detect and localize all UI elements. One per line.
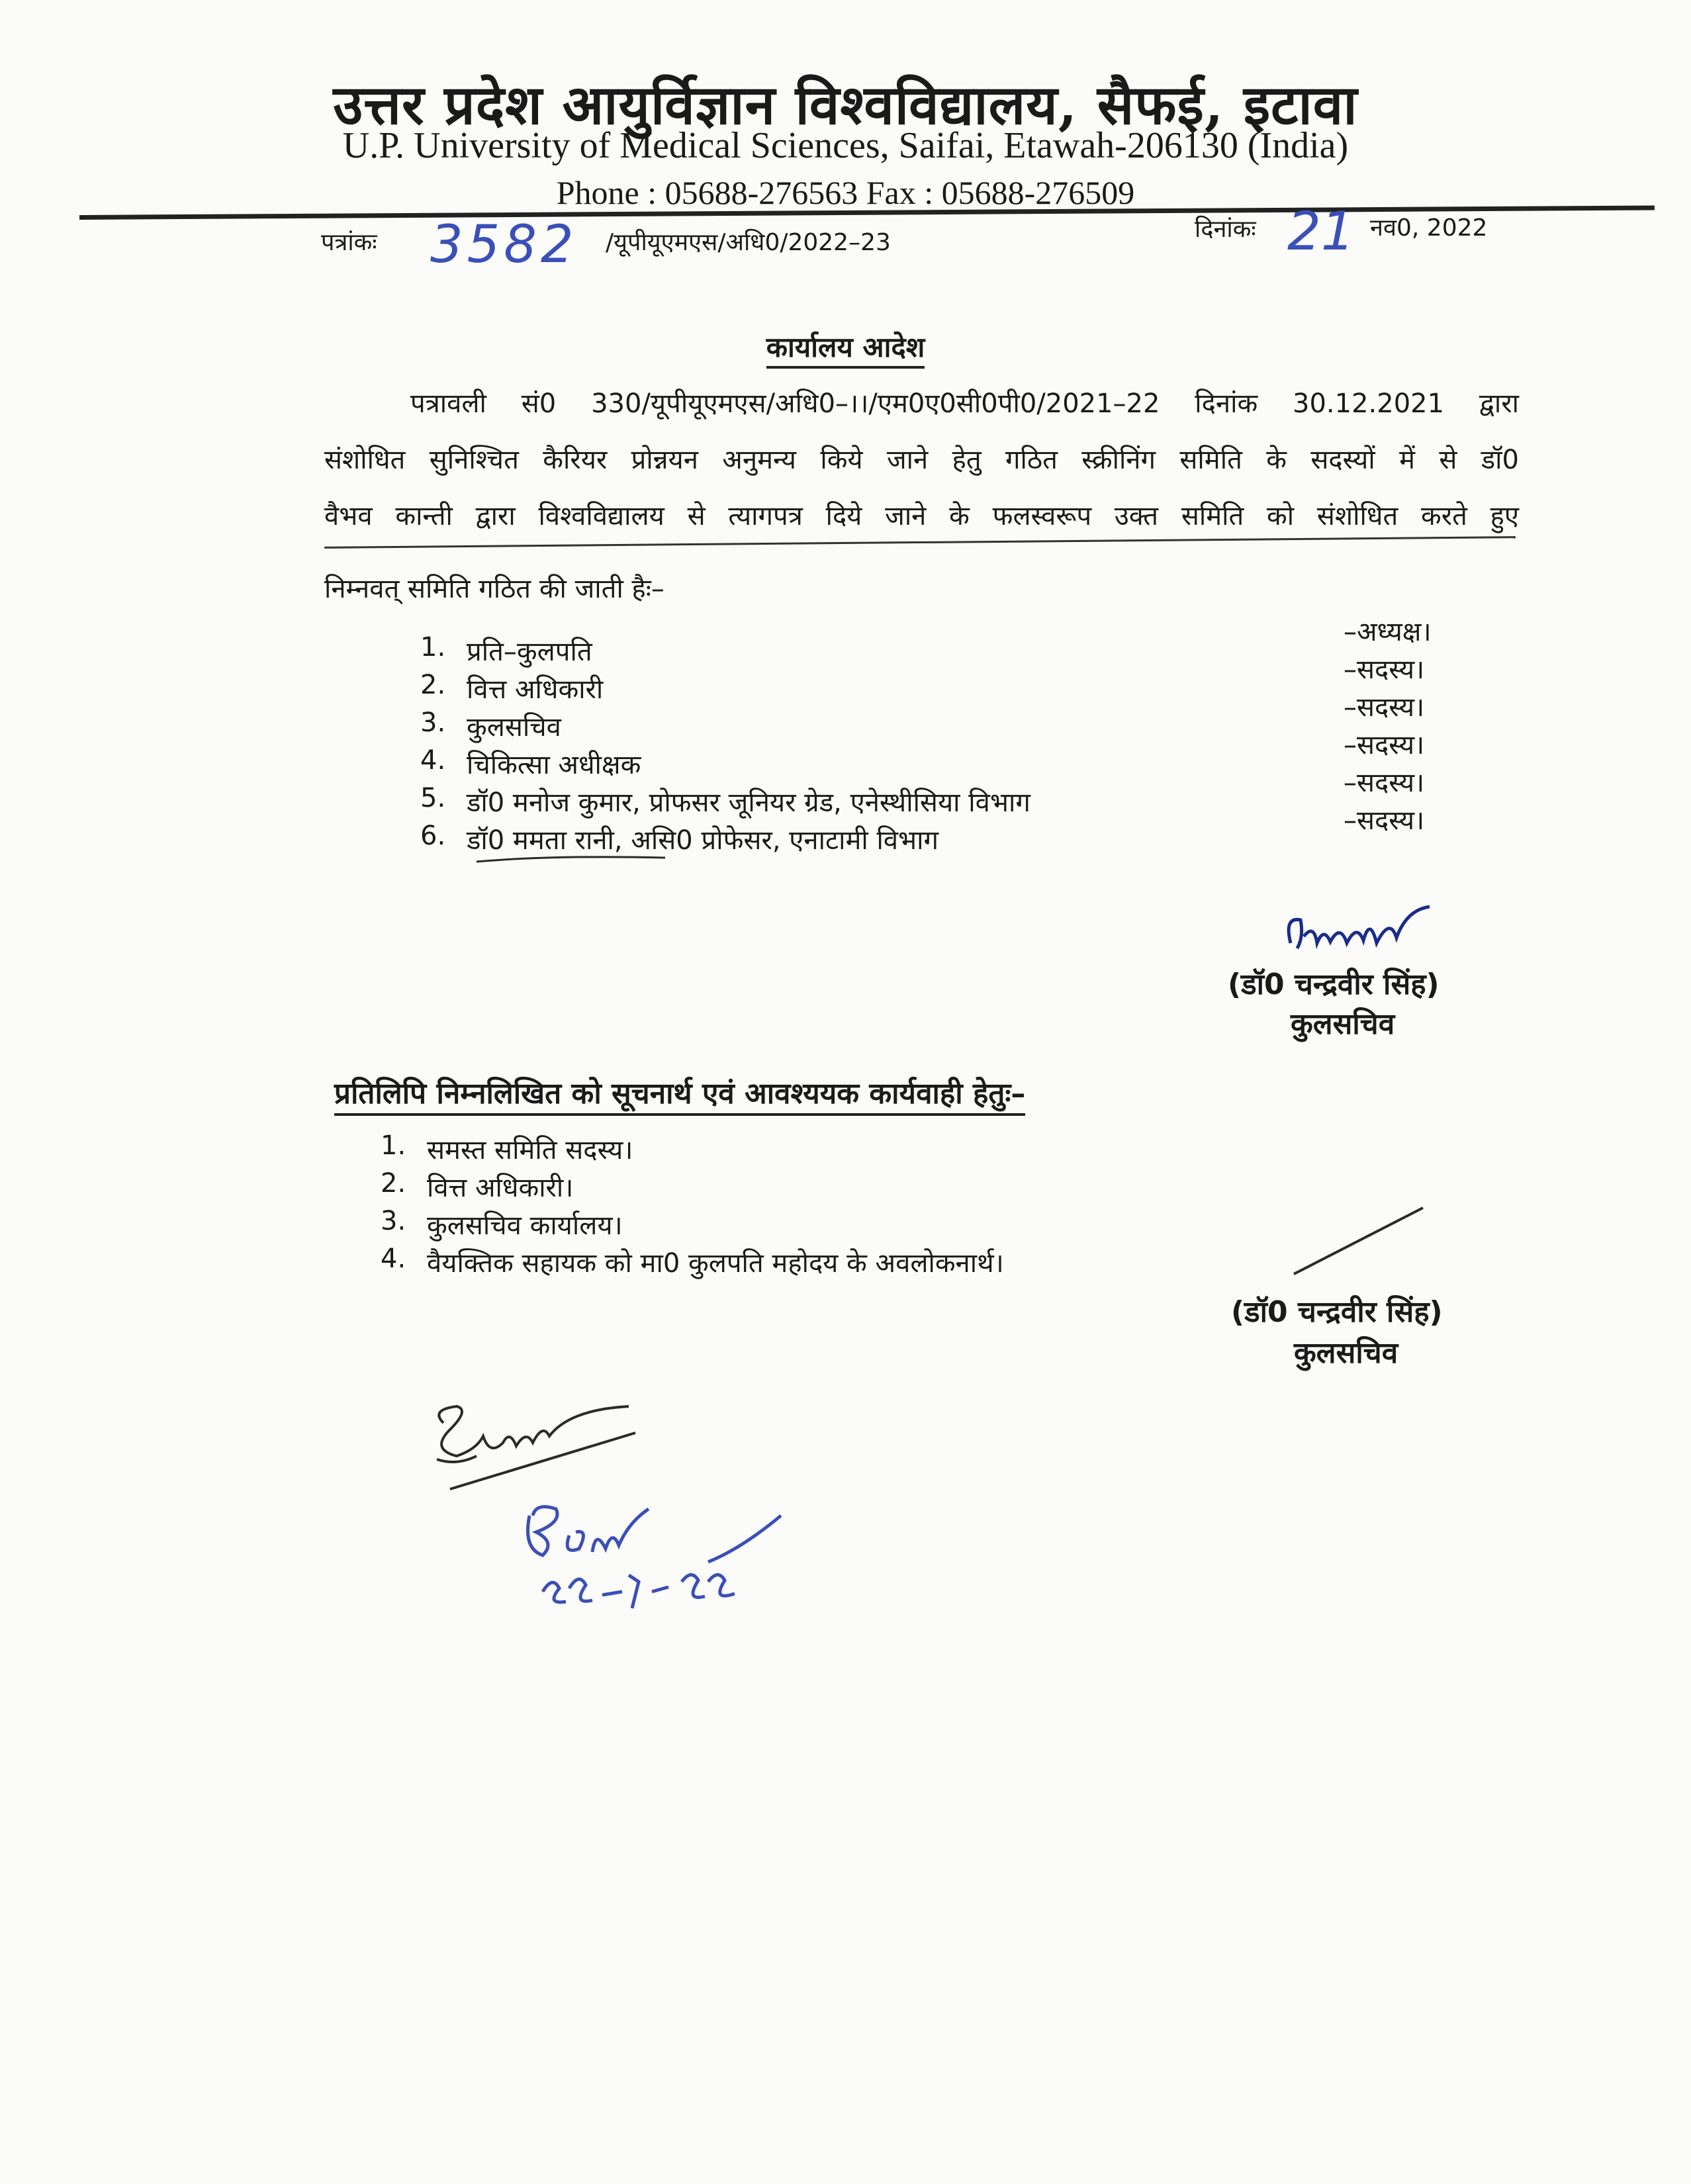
member-role: –सदस्य। [1344,730,1425,760]
letterhead-title-hindi: उत्तर प्रदेश आयुर्विज्ञान विश्वविद्यालय, सैफई, इटावा [333,73,1358,137]
letterhead-title-english: U.P. University of Medical Sciences, Saifai, Etawah-206130 (India) [342,125,1349,166]
copy-item-number: 1. [381,1130,406,1161]
signature-stroke [1284,1195,1436,1287]
copy-list-item [381,1168,1307,1205]
copy-item-text: वैयक्तिक सहायक को मा0 कुलपति महोदय के अवलोकनार्थ। [427,1248,1004,1279]
body-line-4: निम्नवत् समिति गठित की जाती हैः– [324,574,664,604]
signatory-designation: कुलसचिव [1291,1007,1395,1041]
reference-suffix: /यूपीयूएमएस/अधि0/2022–23 [606,229,891,256]
member-number: 3. [420,707,446,738]
member-name: डॉ0 ममता रानी, असि0 प्रोफेसर, एनाटामी विभाग [467,825,939,856]
pen-underline [473,848,672,868]
signatory-designation: कुलसचिव [1294,1336,1398,1370]
body-line-1: पत्रावली सं0 330/यूपीयूएमएस/अधि0–।।/एम0ए0सी0पी0/2021–22 दिनांक 30.12.2021 द्वारा [410,388,1519,419]
signatory-name: (डॉ0 चन्द्रवीर सिंह) [1231,1295,1443,1329]
member-role: –सदस्य। [1344,655,1425,685]
member-number: 6. [420,821,446,851]
pen-underline [324,536,1516,549]
member-role: –सदस्य। [1344,805,1425,836]
member-name: वित्त अधिकारी [467,674,604,705]
member-name: डॉ0 मनोज कुमार, प्रोफसर जूनियर ग्रेड, एनेस्थीसिया विभाग [467,788,1030,818]
signature-scribble [1277,897,1436,970]
date-label: दिनांकः [1195,216,1256,243]
copy-item-number: 3. [381,1206,406,1236]
member-number: 1. [420,632,446,662]
copy-to-heading-text: प्रतिलिपि निम्नलिखित को सूचनार्थ एवं आवश्ययक कार्यवाही हेतुः– [334,1077,1025,1116]
copy-item-text: समस्त समिति सदस्य। [427,1135,633,1165]
body-line-3: वैभव कान्ती द्वारा विश्वविद्यालय से त्यागपत्र दिये जाने के फलस्वरूप उक्त समिति को संशोधित करते हुए [324,501,1519,531]
office-order-heading [0,328,1691,365]
copy-item-number: 4. [381,1244,406,1274]
member-number: 2. [420,670,446,700]
member-number: 5. [420,783,446,813]
copy-item-text: कुलसचिव कार्यालय। [427,1210,623,1241]
date-month-year: नव0, 2022 [1370,214,1488,242]
member-role: –सदस्य। [1344,692,1425,723]
member-name: कुलसचिव [467,712,561,743]
copy-list-item [381,1130,1307,1167]
office-order-heading-text: कार्यालय आदेश [766,331,925,369]
member-name: चिकित्सा अधीक्षक [467,750,641,780]
copy-item-text: वित्त अधिकारी। [427,1173,574,1203]
copy-item-number: 2. [381,1168,406,1199]
copy-list-item [381,1244,1307,1281]
body-line-2: संशोधित सुनिश्चित कैरियर प्रोन्नयन अनुमन्य किये जाने हेतु गठित स्क्रीनिंग समिति के सदस्यों में से डॉ0 [324,445,1519,475]
reference-label: पत्रांकः [321,229,377,256]
copy-list-item [381,1206,1307,1243]
member-number: 4. [420,745,446,776]
member-role: –सदस्य। [1344,768,1425,798]
copy-to-heading [334,1072,1025,1112]
date-day-handwritten: 21 [1287,201,1355,262]
handwritten-date-note [516,1476,821,1621]
member-role: –अध्यक्ष। [1344,617,1432,647]
reference-number-handwritten: 3582 [430,215,578,275]
letterhead-contact: Phone : 05688-276563 Fax : 05688-276509 [556,174,1135,211]
signatory-name: (डॉ0 चन्द्रवीर सिंह) [1228,968,1440,1001]
member-name: प्रति–कुलपति [467,637,592,667]
